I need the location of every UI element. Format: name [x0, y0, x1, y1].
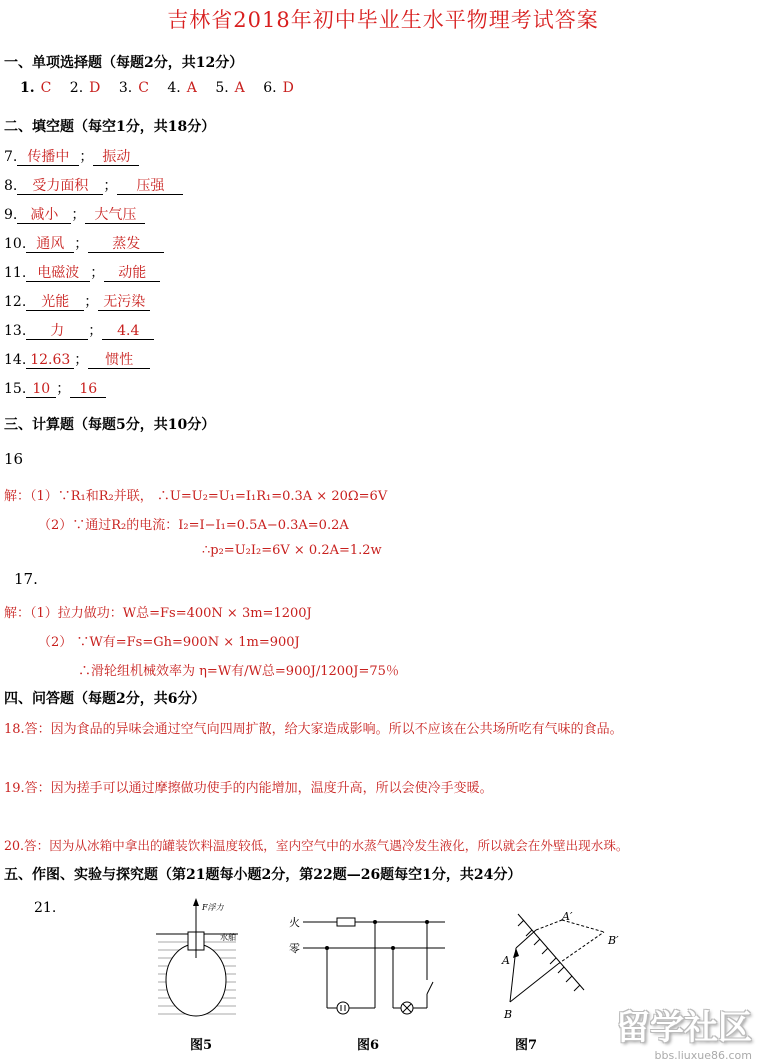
fig7-label-a: A — [502, 954, 510, 967]
mc-item: 6. D — [263, 80, 294, 96]
figure-7-caption: 图7 — [515, 1038, 538, 1053]
fig7-label-b: B — [504, 1008, 513, 1021]
fill-item: 9. 减小 ； 大气压 — [4, 204, 145, 224]
fill-item: 14. 12.63 ； 惯性 — [4, 349, 150, 369]
q18-answer: 18.答：因为食品的异味会通过空气向四周扩散，给大家造成影响。所以不应该在公共场所吃有气味的食品。 — [4, 722, 623, 737]
q17-line-1: 解：（1）拉力做功：W总=Fs=400N × 3m=1200J — [4, 606, 312, 621]
page-title: 吉林省2018年初中毕业生水平物理考试答案 — [167, 8, 599, 32]
figure-5-caption: 图5 — [190, 1038, 213, 1053]
q17-label: 17. — [14, 570, 38, 588]
mc-answers — [20, 80, 308, 96]
q17-line-2: （2） ∵W有=Fs=Gh=900N × 1m=900J — [38, 635, 300, 650]
figure-6-circuit — [285, 910, 450, 1030]
q20-answer: 20.答：因为从冰箱中拿出的罐装饮料温度较低，室内空气中的水蒸气遇冷发生液化，所以就会在外壁出现水珠。 — [4, 838, 629, 853]
fig7-label-b-prime: B′ — [608, 934, 619, 947]
fill-item: 12. 光能 ； 无污染 — [4, 291, 150, 311]
figure-5-buoyancy — [150, 898, 245, 1028]
fill-item: 15. 10 ； 16 — [4, 378, 106, 398]
mc-item: 2. D — [69, 80, 101, 96]
watermark-logo: 留学社区 bbs.liuxue86.com — [616, 1008, 752, 1062]
mc-item: 4. A — [167, 80, 197, 96]
fig6-neutral-label: 零 — [289, 942, 300, 955]
fig6-live-label: 火 — [289, 916, 300, 929]
q17-line-3: ∴滑轮组机械效率为 η=W有/W总=900J/1200J=75％ — [78, 664, 399, 679]
fig7-label-a-prime: A′ — [562, 910, 573, 923]
q19-answer: 19.答：因为搓手可以通过摩擦做功使手的内能增加，温度升高，所以会使冷手变暖。 — [4, 781, 493, 796]
fill-item: 8. 受力面积 ； 压强 — [4, 175, 183, 195]
q16-line-3: ∴p₂=U₂I₂=6V × 0.2A=1.2w — [202, 543, 382, 558]
fig5-force-label: F浮力 — [202, 903, 224, 912]
section-4-heading: 四、问答题（每题2分，共6分） — [4, 691, 206, 707]
q16-line-1: 解：（1）∵R₁和R₂并联， ∴U=U₂=U₁=I₁R₁=0.3A × 20Ω=6V — [4, 489, 388, 504]
q21-label: 21. — [34, 900, 57, 916]
q16-label: 16 — [4, 450, 24, 468]
section-2-heading: 二、填空题（每空1分，共18分） — [4, 119, 216, 135]
fill-item: 7. 传播中 ； 振动 — [4, 146, 139, 166]
figure-6-caption: 图6 — [357, 1038, 380, 1053]
section-5-heading: 五、作图、实验与探究题（第21题每小题2分，第22题—26题每空1分，共24分） — [4, 867, 522, 883]
figure-7-mirror — [488, 906, 628, 1030]
section-3-heading: 三、计算题（每题5分，共10分） — [4, 417, 216, 433]
q16-line-2: （2）∵通过R₂的电流：I₂=I−I₁=0.5A−0.3A=0.2A — [38, 518, 349, 533]
mc-item: 5. A — [215, 80, 245, 96]
mc-item: 3. C — [118, 80, 149, 96]
mc-item: 1. C — [20, 80, 52, 96]
fill-item: 10. 通风 ； 蒸发 — [4, 233, 164, 253]
fill-item: 11. 电磁波 ； 动能 — [4, 262, 160, 282]
section-1-heading: 一、单项选择题（每题2分，共12分） — [4, 55, 244, 71]
fill-item: 13. 力 ； 4.4 — [4, 320, 154, 340]
fig5-ship-label: 水舶 — [220, 933, 236, 942]
